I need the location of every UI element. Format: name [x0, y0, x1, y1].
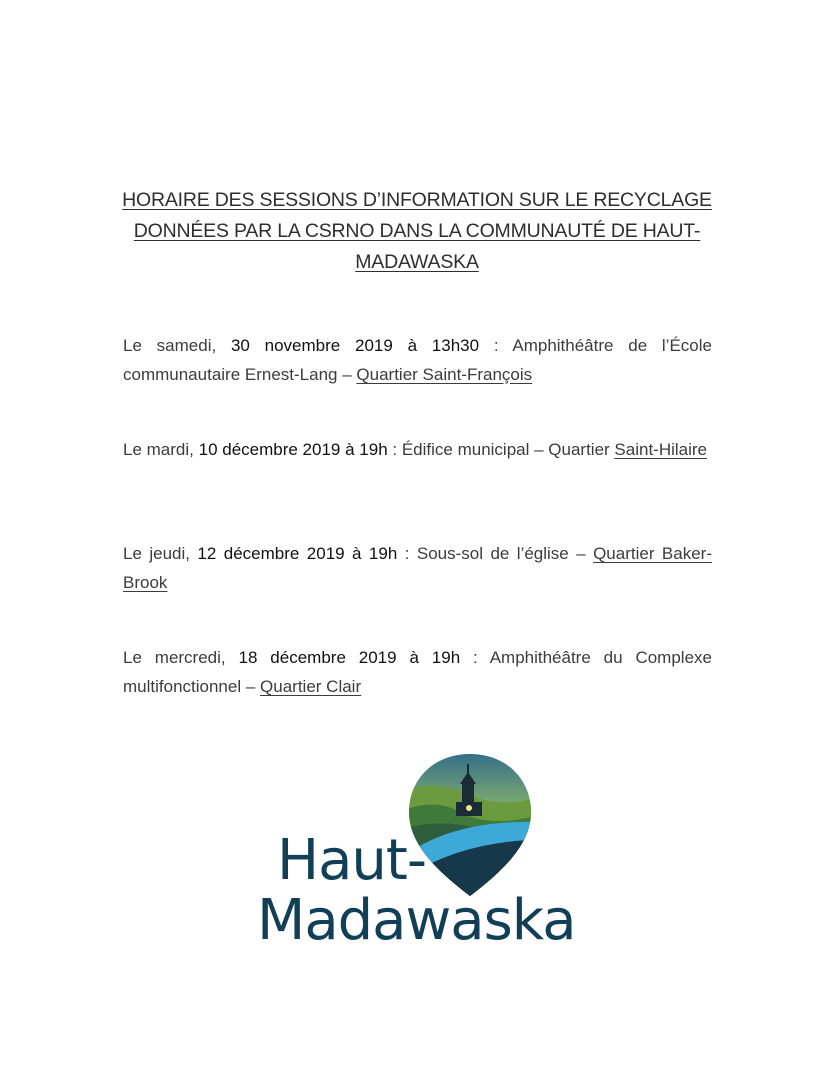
session-quarter-link[interactable]: Quartier Clair [260, 677, 362, 696]
title-line-1: HORAIRE DES SESSIONS D’INFORMATION SUR LE RECYCLAGE [122, 189, 712, 211]
logo-wordmark-line-2: Madawaska [257, 888, 576, 953]
session-venue: : Amphithéâtre de l’École communautaire Ernest-Lang – [123, 336, 712, 384]
session-day: Le mardi, [123, 440, 194, 459]
session-venue: : Amphithéâtre du Complexe multifonctionnel – [123, 648, 712, 696]
session-saint-francois [123, 331, 712, 389]
haut-madawaska-logo [255, 750, 585, 955]
title-line-2: DONNÉES PAR LA CSRNO DANS LA COMMUNAUTÉ DE HAUT- [133, 220, 701, 242]
session-datetime: 10 décembre 2019 à 19h [198, 440, 388, 459]
session-datetime: 18 décembre 2019 à 19h [238, 648, 461, 667]
session-saint-hilaire [123, 435, 712, 464]
session-day: Le samedi, [123, 336, 217, 355]
document-title [118, 185, 716, 278]
session-venue: : Sous-sol de l’église – [397, 544, 594, 563]
session-quarter-link[interactable]: Quartier Baker-Brook [123, 544, 712, 592]
session-baker-brook [123, 539, 712, 597]
title-line-3: MADAWASKA [355, 251, 479, 273]
session-quarter-link[interactable]: Quartier Saint-François [356, 365, 533, 384]
session-day: Le mercredi, [123, 648, 226, 667]
session-datetime: 30 novembre 2019 à 13h30 [230, 336, 480, 355]
session-datetime: 12 décembre 2019 à 19h [197, 544, 398, 563]
logo-wordmark-line-1: Haut- [277, 828, 427, 893]
session-venue: : Édifice municipal – Quartier [387, 440, 615, 459]
session-day: Le jeudi, [123, 544, 190, 563]
session-quarter-link[interactable]: Saint-Hilaire [614, 440, 708, 459]
session-clair [123, 643, 712, 701]
